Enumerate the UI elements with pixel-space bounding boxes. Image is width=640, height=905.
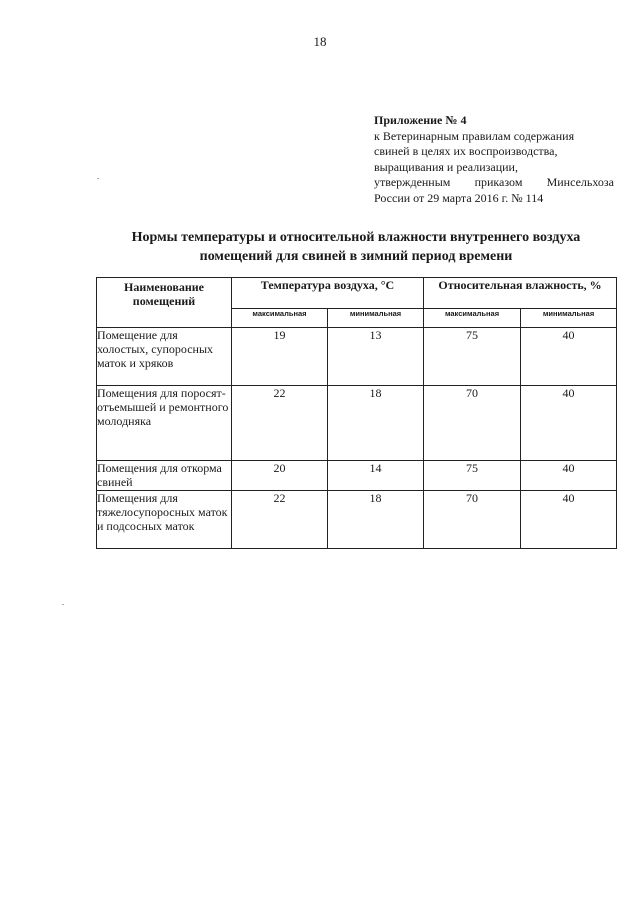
header-room-name: Наименование помещений: [97, 278, 232, 328]
appendix-block: [374, 113, 614, 206]
temp-min-cell: 14: [328, 461, 424, 491]
humidity-max-cell: 75: [424, 328, 521, 386]
document-title-line: помещений для свиней в зимний период времени: [199, 249, 513, 264]
page-number: 18: [313, 34, 327, 49]
temp-max-cell: 22: [232, 386, 328, 461]
subheader-temp-min: минимальная: [328, 309, 424, 328]
temp-min-cell: 18: [328, 386, 424, 461]
room-name-cell: Помещения для поросят-отъемышей и ремонтного молодняка: [97, 386, 232, 461]
scan-speck: [97, 178, 99, 179]
room-name-cell: Помещения для тяжелосупоросных маток и подсосных маток: [97, 491, 232, 549]
table-row: [97, 328, 617, 386]
appendix-word: приказом: [474, 175, 523, 189]
temp-max-cell: 22: [232, 491, 328, 549]
table-header-row: [97, 278, 617, 309]
appendix-line: выращивания и реализации,: [374, 159, 518, 174]
subheader-temp-max: максимальная: [232, 309, 328, 328]
humidity-min-cell: 40: [521, 461, 617, 491]
humidity-max-cell: 75: [424, 461, 521, 491]
temp-min-cell: 13: [328, 328, 424, 386]
room-name-cell: Помещение для холостых, супоросных маток и хряков: [97, 328, 232, 386]
document-title-line: Нормы температуры и относительной влажности внутреннего воздуха: [131, 230, 581, 245]
table-row: [97, 461, 617, 491]
humidity-min-cell: 40: [521, 491, 617, 549]
temp-max-cell: 19: [232, 328, 328, 386]
room-name-cell: Помещения для откорма свиней: [97, 461, 232, 491]
subheader-humidity-max: максимальная: [424, 309, 521, 328]
appendix-justified-line: [374, 175, 614, 191]
appendix-line: России от 29 марта 2016 г. № 114: [374, 190, 544, 205]
norms-table: [96, 277, 617, 549]
scan-speck: [62, 604, 64, 605]
temp-min-cell: 18: [328, 491, 424, 549]
appendix-word: Минсельхоза: [546, 175, 614, 189]
header-temperature: Температура воздуха, °С: [232, 278, 424, 309]
humidity-min-cell: 40: [521, 328, 617, 386]
header-humidity: Относительная влажность, %: [424, 278, 617, 309]
appendix-line: к Ветеринарным правилам содержания: [374, 128, 575, 143]
appendix-line: свиней в целях их воспроизводства,: [374, 144, 558, 158]
table-row: [97, 491, 617, 549]
appendix-word: утвержденным: [374, 175, 451, 189]
temp-max-cell: 20: [232, 461, 328, 491]
subheader-humidity-min: минимальная: [521, 309, 617, 328]
document-title: [96, 228, 616, 266]
appendix-title: Приложение № 4: [374, 113, 467, 127]
humidity-min-cell: 40: [521, 386, 617, 461]
table-row: [97, 386, 617, 461]
humidity-max-cell: 70: [424, 491, 521, 549]
humidity-max-cell: 70: [424, 386, 521, 461]
